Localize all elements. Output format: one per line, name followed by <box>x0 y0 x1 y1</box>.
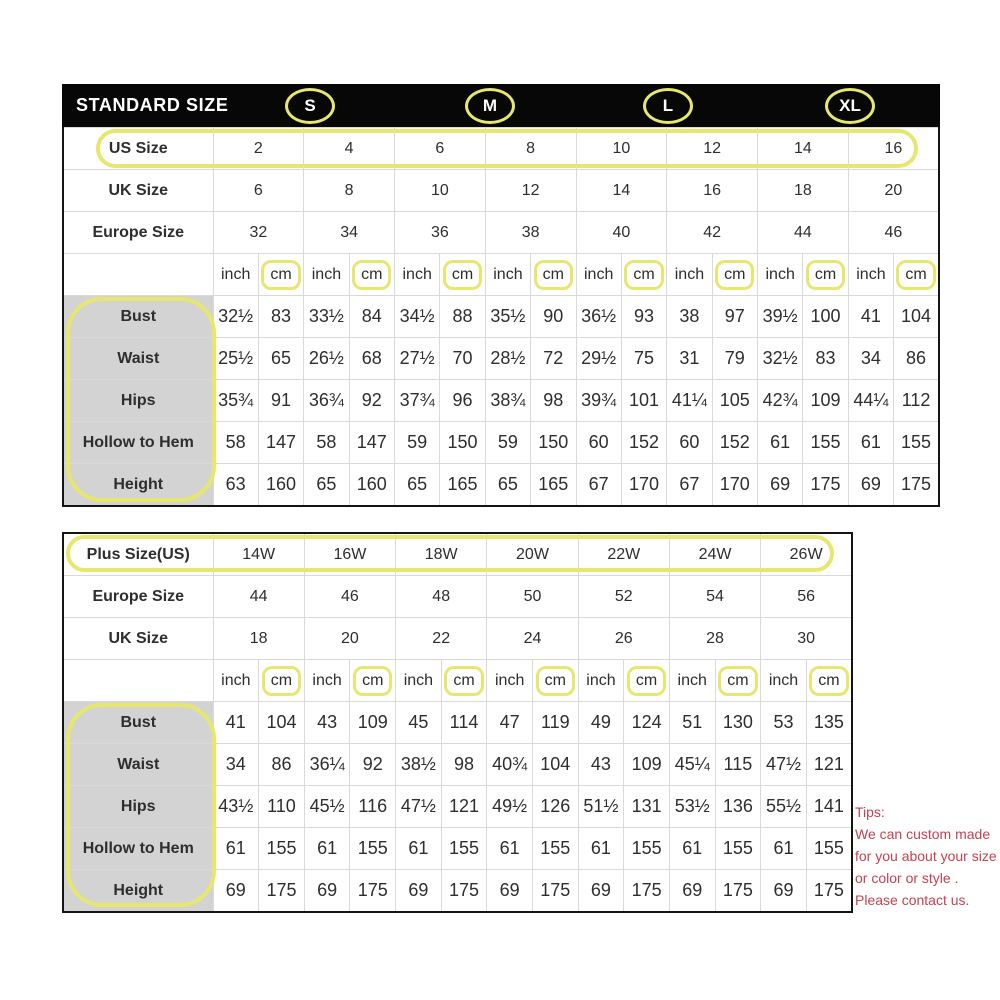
cm-value-cell: 70 <box>440 338 485 380</box>
cm-value-cell: 114 <box>441 702 487 744</box>
cm-value-cell: 175 <box>350 870 396 913</box>
inch-value-cell: 25½ <box>213 338 258 380</box>
standard-size-title: STANDARD SIZE <box>76 95 229 115</box>
custom-made-tips <box>855 801 1000 911</box>
cm-value-cell: 100 <box>803 296 848 338</box>
cm-value-cell: 109 <box>350 702 396 744</box>
standard-size-table <box>62 84 940 507</box>
cm-value-cell: 121 <box>806 744 852 786</box>
inch-value-cell: 45½ <box>304 786 350 828</box>
inch-value-cell: 32½ <box>213 296 258 338</box>
row-label-cell: Europe Size <box>63 212 213 254</box>
cm-value-cell: 175 <box>441 870 487 913</box>
inch-value-cell: 65 <box>485 464 530 507</box>
size-value-cell: 22 <box>396 618 487 660</box>
size-value-cell: 8 <box>485 128 576 170</box>
row-label-cell: Bust <box>63 702 213 744</box>
cm-highlight-box: cm <box>353 666 392 696</box>
size-row <box>63 533 852 576</box>
row-label-cell: Europe Size <box>63 576 213 618</box>
inch-unit-cell: inch <box>667 254 712 296</box>
cm-value-cell: 104 <box>894 296 939 338</box>
inch-value-cell: 33½ <box>304 296 349 338</box>
cm-value-cell: 75 <box>621 338 666 380</box>
inch-value-cell: 61 <box>487 828 533 870</box>
cm-highlight-box: cm <box>261 260 300 290</box>
cm-value-cell: 115 <box>715 744 761 786</box>
cm-value-cell: 155 <box>441 828 487 870</box>
cm-value-cell: 105 <box>712 380 757 422</box>
row-label-cell: Hollow to Hem <box>63 422 213 464</box>
cm-value-cell: 98 <box>531 380 576 422</box>
cm-value-cell: 152 <box>621 422 666 464</box>
inch-value-cell: 69 <box>761 870 807 913</box>
cm-value-cell: 150 <box>440 422 485 464</box>
cm-value-cell: 121 <box>441 786 487 828</box>
row-label-cell: UK Size <box>63 170 213 212</box>
cm-value-cell: 92 <box>349 380 394 422</box>
cm-value-cell: 155 <box>803 422 848 464</box>
cm-highlight-box: cm <box>806 260 845 290</box>
size-value-cell: 24 <box>487 618 578 660</box>
row-label-cell: Waist <box>63 744 213 786</box>
inch-value-cell: 55½ <box>761 786 807 828</box>
inch-value-cell: 65 <box>395 464 440 507</box>
inch-value-cell: 36½ <box>576 296 621 338</box>
inch-value-cell: 53½ <box>669 786 715 828</box>
size-value-cell: 44 <box>758 212 849 254</box>
cm-value-cell: 150 <box>531 422 576 464</box>
row-label-cell: Hips <box>63 380 213 422</box>
inch-unit-cell: inch <box>395 254 440 296</box>
inch-value-cell: 39½ <box>758 296 803 338</box>
cm-unit-cell <box>532 660 578 702</box>
row-label-cell: Hips <box>63 786 213 828</box>
cm-highlight-box: cm <box>352 260 391 290</box>
row-label-cell: UK Size <box>63 618 213 660</box>
cm-highlight-box: cm <box>718 666 757 696</box>
measure-row <box>63 702 852 744</box>
cm-value-cell: 96 <box>440 380 485 422</box>
tips-line: Please contact us. <box>855 892 970 908</box>
inch-value-cell: 69 <box>487 870 533 913</box>
size-value-cell: 6 <box>395 128 486 170</box>
size-value-cell: 52 <box>578 576 669 618</box>
cm-value-cell: 170 <box>621 464 666 507</box>
size-value-cell: 28 <box>669 618 760 660</box>
measure-row <box>63 870 852 913</box>
inch-value-cell: 61 <box>669 828 715 870</box>
size-badge-s-label: S <box>304 96 316 115</box>
cm-unit-cell <box>259 660 305 702</box>
inch-value-cell: 37¾ <box>395 380 440 422</box>
inch-value-cell: 28½ <box>485 338 530 380</box>
inch-unit-cell: inch <box>396 660 442 702</box>
inch-value-cell: 69 <box>848 464 893 507</box>
cm-value-cell: 91 <box>258 380 303 422</box>
unit-row <box>63 254 939 296</box>
inch-value-cell: 43 <box>578 744 624 786</box>
cm-highlight-box: cm <box>534 260 573 290</box>
cm-value-cell: 175 <box>259 870 305 913</box>
size-value-cell: 24W <box>669 533 760 576</box>
cm-unit-cell <box>258 254 303 296</box>
cm-value-cell: 90 <box>531 296 576 338</box>
cm-value-cell: 109 <box>624 744 670 786</box>
cm-value-cell: 83 <box>803 338 848 380</box>
unit-row <box>63 660 852 702</box>
inch-value-cell: 36¼ <box>304 744 350 786</box>
cm-value-cell: 97 <box>712 296 757 338</box>
inch-value-cell: 38 <box>667 296 712 338</box>
cm-unit-cell <box>624 660 670 702</box>
inch-value-cell: 61 <box>848 422 893 464</box>
size-value-cell: 18 <box>213 618 304 660</box>
row-label-cell: Waist <box>63 338 213 380</box>
cm-value-cell: 165 <box>440 464 485 507</box>
row-label-cell: Bust <box>63 296 213 338</box>
inch-value-cell: 39¾ <box>576 380 621 422</box>
inch-unit-cell: inch <box>578 660 624 702</box>
size-value-cell: 26W <box>761 533 852 576</box>
inch-value-cell: 32½ <box>758 338 803 380</box>
cm-unit-cell <box>440 254 485 296</box>
measure-row <box>63 296 939 338</box>
cm-value-cell: 170 <box>712 464 757 507</box>
inch-unit-cell: inch <box>761 660 807 702</box>
size-badge-xl <box>825 88 875 124</box>
inch-unit-cell: inch <box>758 254 803 296</box>
inch-value-cell: 60 <box>576 422 621 464</box>
cm-unit-cell <box>441 660 487 702</box>
cm-value-cell: 92 <box>350 744 396 786</box>
cm-value-cell: 155 <box>806 828 852 870</box>
inch-value-cell: 47½ <box>396 786 442 828</box>
inch-unit-cell: inch <box>848 254 893 296</box>
cm-value-cell: 98 <box>441 744 487 786</box>
inch-value-cell: 67 <box>667 464 712 507</box>
size-value-cell: 56 <box>761 576 852 618</box>
cm-unit-cell <box>894 254 939 296</box>
cm-value-cell: 110 <box>259 786 305 828</box>
cm-value-cell: 101 <box>621 380 666 422</box>
inch-value-cell: 38¾ <box>485 380 530 422</box>
inch-value-cell: 41 <box>848 296 893 338</box>
row-label-cell: Height <box>63 870 213 913</box>
cm-highlight-box: cm <box>262 666 301 696</box>
inch-value-cell: 35½ <box>485 296 530 338</box>
size-value-cell: 44 <box>213 576 304 618</box>
plus-size-grid <box>62 532 853 913</box>
inch-value-cell: 61 <box>758 422 803 464</box>
cm-value-cell: 155 <box>532 828 578 870</box>
inch-value-cell: 47 <box>487 702 533 744</box>
size-value-cell: 36 <box>395 212 486 254</box>
plus-size-table <box>62 532 853 913</box>
inch-value-cell: 45¼ <box>669 744 715 786</box>
cm-value-cell: 155 <box>259 828 305 870</box>
inch-unit-cell: inch <box>213 254 258 296</box>
tips-line: We can custom made <box>855 826 991 842</box>
cm-value-cell: 130 <box>715 702 761 744</box>
cm-value-cell: 147 <box>349 422 394 464</box>
inch-value-cell: 61 <box>396 828 442 870</box>
inch-value-cell: 49½ <box>487 786 533 828</box>
cm-unit-cell <box>712 254 757 296</box>
inch-value-cell: 61 <box>578 828 624 870</box>
cm-value-cell: 104 <box>532 744 578 786</box>
cm-value-cell: 72 <box>531 338 576 380</box>
size-badge-l-label: L <box>662 96 674 115</box>
size-value-cell: 34 <box>304 212 395 254</box>
cm-value-cell: 175 <box>894 464 939 507</box>
cm-value-cell: 155 <box>894 422 939 464</box>
cm-highlight-box: cm <box>715 260 754 290</box>
measure-row <box>63 786 852 828</box>
inch-value-cell: 63 <box>213 464 258 507</box>
size-value-cell: 38 <box>485 212 576 254</box>
cm-highlight-box: cm <box>896 260 935 290</box>
inch-unit-cell: inch <box>213 660 259 702</box>
inch-value-cell: 61 <box>213 828 259 870</box>
cm-value-cell: 131 <box>624 786 670 828</box>
measure-row <box>63 464 939 507</box>
cm-value-cell: 165 <box>531 464 576 507</box>
inch-value-cell: 42¾ <box>758 380 803 422</box>
inch-value-cell: 41 <box>213 702 259 744</box>
cm-value-cell: 79 <box>712 338 757 380</box>
cm-value-cell: 175 <box>532 870 578 913</box>
size-row <box>63 212 939 254</box>
size-value-cell: 14 <box>576 170 667 212</box>
inch-value-cell: 40¾ <box>487 744 533 786</box>
size-value-cell: 50 <box>487 576 578 618</box>
size-value-cell: 2 <box>213 128 304 170</box>
inch-value-cell: 41¼ <box>667 380 712 422</box>
cm-highlight-box: cm <box>444 666 483 696</box>
cm-value-cell: 86 <box>894 338 939 380</box>
size-value-cell: 14W <box>213 533 304 576</box>
cm-highlight-box: cm <box>624 260 663 290</box>
inch-value-cell: 27½ <box>395 338 440 380</box>
cm-value-cell: 116 <box>350 786 396 828</box>
inch-value-cell: 51½ <box>578 786 624 828</box>
inch-value-cell: 29½ <box>576 338 621 380</box>
cm-value-cell: 104 <box>259 702 305 744</box>
standard-size-grid <box>62 127 940 507</box>
row-label-cell <box>63 254 213 296</box>
cm-unit-cell <box>715 660 761 702</box>
size-value-cell: 14 <box>758 128 849 170</box>
cm-value-cell: 83 <box>258 296 303 338</box>
inch-value-cell: 59 <box>395 422 440 464</box>
row-label-cell: US Size <box>63 128 213 170</box>
cm-value-cell: 65 <box>258 338 303 380</box>
size-row <box>63 128 939 170</box>
inch-value-cell: 69 <box>396 870 442 913</box>
row-label-cell: Hollow to Hem <box>63 828 213 870</box>
size-value-cell: 26 <box>578 618 669 660</box>
cm-value-cell: 88 <box>440 296 485 338</box>
size-value-cell: 6 <box>213 170 304 212</box>
size-row <box>63 618 852 660</box>
row-label-cell: Plus Size(US) <box>63 533 213 576</box>
inch-unit-cell: inch <box>485 254 530 296</box>
measure-row <box>63 422 939 464</box>
inch-unit-cell: inch <box>669 660 715 702</box>
inch-value-cell: 34 <box>213 744 259 786</box>
cm-unit-cell <box>803 254 848 296</box>
inch-value-cell: 47½ <box>761 744 807 786</box>
measure-row <box>63 338 939 380</box>
inch-value-cell: 34 <box>848 338 893 380</box>
size-value-cell: 22W <box>578 533 669 576</box>
cm-value-cell: 112 <box>894 380 939 422</box>
inch-value-cell: 61 <box>761 828 807 870</box>
inch-value-cell: 35¾ <box>213 380 258 422</box>
tips-heading: Tips: <box>855 804 885 820</box>
cm-value-cell: 155 <box>715 828 761 870</box>
cm-highlight-box: cm <box>536 666 575 696</box>
inch-value-cell: 43 <box>304 702 350 744</box>
cm-value-cell: 136 <box>715 786 761 828</box>
inch-value-cell: 67 <box>576 464 621 507</box>
tips-line: for you about your size <box>855 848 997 864</box>
inch-value-cell: 49 <box>578 702 624 744</box>
cm-unit-cell <box>349 254 394 296</box>
size-value-cell: 42 <box>667 212 758 254</box>
inch-value-cell: 31 <box>667 338 712 380</box>
size-value-cell: 20 <box>848 170 939 212</box>
cm-unit-cell <box>350 660 396 702</box>
inch-value-cell: 58 <box>213 422 258 464</box>
cm-value-cell: 155 <box>624 828 670 870</box>
inch-value-cell: 69 <box>213 870 259 913</box>
cm-value-cell: 84 <box>349 296 394 338</box>
size-value-cell: 46 <box>304 576 395 618</box>
inch-unit-cell: inch <box>304 254 349 296</box>
cm-value-cell: 124 <box>624 702 670 744</box>
size-value-cell: 40 <box>576 212 667 254</box>
cm-value-cell: 155 <box>350 828 396 870</box>
size-value-cell: 4 <box>304 128 395 170</box>
inch-value-cell: 60 <box>667 422 712 464</box>
inch-unit-cell: inch <box>576 254 621 296</box>
cm-highlight-box: cm <box>627 666 666 696</box>
size-badge-m-label: M <box>482 96 498 115</box>
inch-value-cell: 69 <box>578 870 624 913</box>
cm-unit-cell <box>806 660 852 702</box>
standard-size-header <box>62 84 940 127</box>
cm-value-cell: 119 <box>532 702 578 744</box>
cm-value-cell: 175 <box>803 464 848 507</box>
size-value-cell: 16 <box>667 170 758 212</box>
inch-value-cell: 58 <box>304 422 349 464</box>
cm-value-cell: 160 <box>258 464 303 507</box>
size-value-cell: 12 <box>485 170 576 212</box>
size-value-cell: 8 <box>304 170 395 212</box>
inch-value-cell: 43½ <box>213 786 259 828</box>
inch-unit-cell: inch <box>487 660 533 702</box>
inch-value-cell: 44¼ <box>848 380 893 422</box>
size-value-cell: 32 <box>213 212 304 254</box>
tips-line: or color or style . <box>855 870 959 886</box>
inch-value-cell: 45 <box>396 702 442 744</box>
inch-value-cell: 59 <box>485 422 530 464</box>
cm-value-cell: 109 <box>803 380 848 422</box>
inch-value-cell: 34½ <box>395 296 440 338</box>
size-row <box>63 576 852 618</box>
size-badge-s <box>285 88 335 124</box>
measure-row <box>63 744 852 786</box>
measure-row <box>63 828 852 870</box>
row-label-cell <box>63 660 213 702</box>
inch-unit-cell: inch <box>304 660 350 702</box>
inch-value-cell: 53 <box>761 702 807 744</box>
size-value-cell: 18 <box>758 170 849 212</box>
size-value-cell: 10 <box>576 128 667 170</box>
size-badge-l <box>643 88 693 124</box>
cm-value-cell: 126 <box>532 786 578 828</box>
size-value-cell: 46 <box>848 212 939 254</box>
size-value-cell: 10 <box>395 170 486 212</box>
inch-value-cell: 65 <box>304 464 349 507</box>
size-badge-xl-label: XL <box>839 96 861 115</box>
cm-highlight-box: cm <box>809 666 848 696</box>
cm-value-cell: 86 <box>259 744 305 786</box>
size-value-cell: 16 <box>848 128 939 170</box>
row-label-cell: Height <box>63 464 213 507</box>
size-row <box>63 170 939 212</box>
cm-unit-cell <box>531 254 576 296</box>
cm-value-cell: 160 <box>349 464 394 507</box>
cm-highlight-box: cm <box>443 260 482 290</box>
inch-value-cell: 69 <box>758 464 803 507</box>
cm-value-cell: 141 <box>806 786 852 828</box>
cm-unit-cell <box>621 254 666 296</box>
cm-value-cell: 175 <box>806 870 852 913</box>
cm-value-cell: 68 <box>349 338 394 380</box>
inch-value-cell: 38½ <box>396 744 442 786</box>
inch-value-cell: 69 <box>304 870 350 913</box>
size-value-cell: 20W <box>487 533 578 576</box>
cm-value-cell: 147 <box>258 422 303 464</box>
measure-row <box>63 380 939 422</box>
size-value-cell: 54 <box>669 576 760 618</box>
size-badge-m <box>465 88 515 124</box>
cm-value-cell: 135 <box>806 702 852 744</box>
cm-value-cell: 152 <box>712 422 757 464</box>
cm-value-cell: 175 <box>715 870 761 913</box>
inch-value-cell: 36¾ <box>304 380 349 422</box>
size-value-cell: 30 <box>761 618 852 660</box>
inch-value-cell: 61 <box>304 828 350 870</box>
inch-value-cell: 69 <box>669 870 715 913</box>
cm-value-cell: 175 <box>624 870 670 913</box>
size-value-cell: 16W <box>304 533 395 576</box>
inch-value-cell: 26½ <box>304 338 349 380</box>
inch-value-cell: 51 <box>669 702 715 744</box>
size-value-cell: 12 <box>667 128 758 170</box>
size-value-cell: 18W <box>396 533 487 576</box>
size-value-cell: 20 <box>304 618 395 660</box>
cm-value-cell: 93 <box>621 296 666 338</box>
size-value-cell: 48 <box>396 576 487 618</box>
